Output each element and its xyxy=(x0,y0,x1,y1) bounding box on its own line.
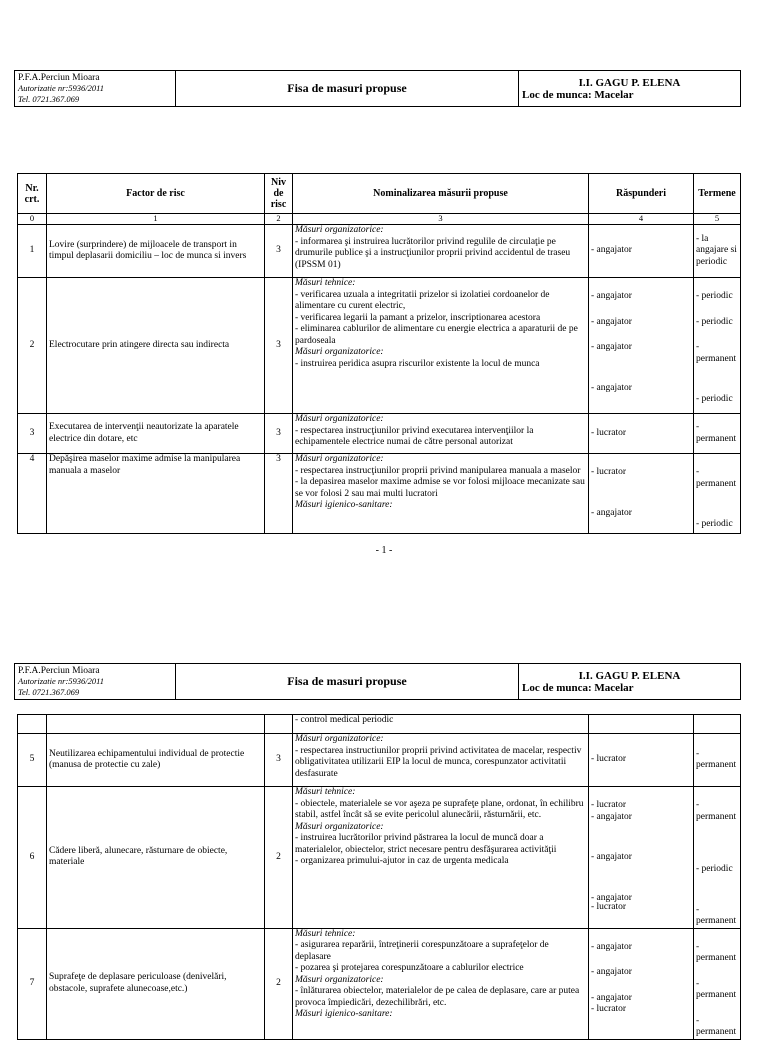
risk-factor: Executarea de intervenţii neautorizate la aparatele electrice din dotare, etc xyxy=(47,414,265,454)
deadline: - permanent xyxy=(696,978,737,1000)
row-nr xyxy=(18,715,47,734)
page-1-header xyxy=(14,70,741,107)
header-raspunderi: Răspunderi xyxy=(589,174,694,214)
workplace-value: Macelar xyxy=(594,88,634,101)
workplace-value: Macelar xyxy=(594,681,634,694)
measure-line: - asigurarea reparării, întreţinerii corespunzătoare a suprafeţelor de deplasare xyxy=(295,940,549,962)
header-termene: Termene xyxy=(694,174,741,214)
deadline-cell xyxy=(694,734,741,787)
deadline-cell xyxy=(694,225,741,278)
deadline: - permanent xyxy=(696,748,737,770)
deadline: - permanent xyxy=(696,422,737,444)
responsibility: - angajator xyxy=(591,316,632,327)
deadline-cell xyxy=(694,787,741,929)
document-title: Fisa de masuri propuse xyxy=(176,664,519,700)
measure-line: Măsuri organizatorice: xyxy=(295,225,384,235)
employer-name: I.I. GAGU P. ELENA xyxy=(578,669,681,682)
table-row xyxy=(18,278,741,414)
row-nr: 1 xyxy=(18,225,47,278)
measure-line: - pozarea şi protejarea corespunzătoare a cablurilor electrice xyxy=(295,963,524,973)
risk-factor: Lovire (surprindere) de mijloacele de transport in timpul deplasarii domiciliu – loc de munca si invers xyxy=(47,225,265,278)
responsibility: - lucrator xyxy=(591,902,627,912)
col-number: 1 xyxy=(47,214,265,225)
col-number: 4 xyxy=(589,214,694,225)
table-row xyxy=(18,734,741,787)
measures-cell xyxy=(293,787,589,929)
responsibility: - angajator xyxy=(591,342,632,352)
measure-line: Măsuri igienico-sanitare: xyxy=(295,500,393,510)
company-info xyxy=(15,664,176,700)
measure-line: Măsuri tehnice: xyxy=(295,928,356,939)
table-header-row xyxy=(18,174,741,214)
measure-line: - verificarea uzuala a integritatii prizelor si izolatiei cordoanelor de alimentare cu curent electric, xyxy=(295,289,550,311)
employer-info xyxy=(519,664,741,700)
risk-factor: Neutilizarea echipamentului individual de protectie (manusa de protectie cu zale) xyxy=(47,734,265,787)
responsibility: - lucrator xyxy=(591,800,627,810)
responsibility: - lucrator xyxy=(591,1004,627,1014)
row-nr: 3 xyxy=(18,414,47,454)
measure-line: - obiectele, materialele se vor aşeza pe suprafeţe plane, ordonat, în echilibru stabil, astfel încât să se evite pericolul alunecării, răsturnării, etc. xyxy=(295,798,584,820)
deadline: - periodic xyxy=(696,519,733,529)
measures-cell xyxy=(293,715,589,734)
measure-line: Măsuri organizatorice: xyxy=(295,414,384,424)
measure-line: - respectarea instrucţiunilor proprii privind manipularea manuala a maselor xyxy=(295,465,581,476)
measures-cell xyxy=(293,734,589,787)
measure-line: - la depasirea maselor maxime admise se vor folosi mijloace mecanizate sau se vor folosi 2 sau mai multi lucratori xyxy=(295,477,585,499)
measure-line: - organizarea primului-ajutor in caz de urgenta medicala xyxy=(295,856,509,866)
responsibility: - angajator xyxy=(591,967,632,977)
deadline: - permanent xyxy=(696,342,737,364)
measure-line: Măsuri organizatorice: xyxy=(295,347,384,357)
responsibility-cell xyxy=(589,414,694,454)
document-title: Fisa de masuri propuse xyxy=(176,71,519,107)
header-masuri: Nominalizarea măsurii propuse xyxy=(293,174,589,214)
measure-line: - informarea şi instruirea lucrătorilor privind regulile de circulaţie pe drumurile publice şi a instrucţiunilor proprii privind accidentul de traseu (IPSSM 01) xyxy=(295,236,571,270)
responsibility-cell xyxy=(589,278,694,414)
row-nr: 5 xyxy=(18,734,47,787)
row-nr: 6 xyxy=(18,787,47,929)
responsibility: - angajator xyxy=(591,941,632,952)
deadline-cell xyxy=(694,278,741,414)
employer-name: I.I. GAGU P. ELENA xyxy=(578,76,681,89)
authorization-number: Autorizatie nr:5936/2011 xyxy=(18,83,105,94)
responsibility-cell xyxy=(589,928,694,1039)
risk-level: 3 xyxy=(265,734,293,787)
risk-factor: Cădere liberă, alunecare, răsturnare de obiecte, materiale xyxy=(47,787,265,929)
col-number: 2 xyxy=(265,214,293,225)
header-nivel: Niv de risc xyxy=(265,174,293,214)
table-row xyxy=(18,225,741,278)
risk-table-page-1 xyxy=(17,173,741,534)
measure-line: - respectarea instrucţiunilor privind executarea intervenţiilor la echipamentele electrice numai de către personal autorizat xyxy=(295,425,534,447)
table-row xyxy=(18,928,741,1039)
deadline: - periodic xyxy=(696,864,733,874)
page-number: - 1 - xyxy=(375,545,393,556)
measure-line: Măsuri tehnice: xyxy=(295,787,356,797)
col-number: 3 xyxy=(293,214,589,225)
risk-factor xyxy=(47,715,265,734)
responsibility: - angajator xyxy=(591,291,632,301)
col-number: 5 xyxy=(694,214,741,225)
responsibility-cell xyxy=(589,787,694,929)
row-nr: 2 xyxy=(18,278,47,414)
risk-level: 2 xyxy=(265,928,293,1039)
responsibility: - angajator xyxy=(591,382,632,393)
deadline: - periodic xyxy=(696,316,733,327)
authorization-number: Autorizatie nr:5936/2011 xyxy=(18,676,105,687)
deadline: - permanent xyxy=(696,1015,737,1037)
measure-line: - eliminarea cablurilor de alimentare cu energie electrica a aparaturii de pe pardoseala xyxy=(295,324,578,346)
measure-line: Măsuri organizatorice: xyxy=(295,821,384,832)
measures-cell xyxy=(293,225,589,278)
phone-number: Tel. 0721.367.069 xyxy=(18,686,80,697)
company-name: P.F.A.Perciun Mioara xyxy=(18,72,100,83)
deadline: - periodic xyxy=(696,394,733,404)
risk-table-page-2 xyxy=(17,714,741,1040)
responsibility: - angajator xyxy=(591,892,632,903)
responsibility: - angajator xyxy=(591,811,632,822)
risk-level: 3 xyxy=(265,225,293,278)
risk-level: 3 xyxy=(265,278,293,414)
measures-cell xyxy=(293,454,589,534)
column-number-row xyxy=(18,214,741,225)
risk-factor: Electrocutare prin atingere directa sau indirecta xyxy=(47,278,265,414)
deadline-cell xyxy=(694,414,741,454)
measure-line: - verificarea legarii la pamant a prizelor, inscriptionarea acestora xyxy=(295,312,541,323)
risk-factor: Depăşirea maselor maxime admise la manipularea manuala a maselor xyxy=(47,454,265,534)
deadline-cell xyxy=(694,454,741,534)
responsibility: - angajator xyxy=(591,245,632,256)
table-row xyxy=(18,787,741,929)
deadline: - permanent xyxy=(696,904,737,926)
responsibility: - lucrator xyxy=(591,427,627,438)
row-nr: 4 xyxy=(18,454,47,534)
measures-cell xyxy=(293,928,589,1039)
deadline: - permanent xyxy=(696,800,737,822)
risk-level: 3 xyxy=(265,454,293,534)
responsibility: - angajator xyxy=(591,507,632,518)
responsibility-cell xyxy=(589,225,694,278)
deadline: - periodic xyxy=(696,291,733,301)
measure-line: - instruirea lucrătorilor privind păstrarea la locul de muncă doar a materialelor, obiectelor, strict necesare pentru desfăşurarea activităţii xyxy=(295,833,557,855)
measures-cell xyxy=(293,414,589,454)
deadline: - la angajare si periodic xyxy=(696,233,737,267)
measure-line: - instruirea peridica asupra riscurilor existente la locul de munca xyxy=(295,358,540,369)
table-row xyxy=(18,454,741,534)
company-name: P.F.A.Perciun Mioara xyxy=(18,665,100,676)
responsibility-cell xyxy=(589,454,694,534)
deadline: - permanent xyxy=(696,941,737,963)
measure-line: Măsuri organizatorice: xyxy=(295,454,384,464)
workplace-label: Loc de munca: xyxy=(522,88,592,101)
row-nr: 7 xyxy=(18,928,47,1039)
measures-cell xyxy=(293,278,589,414)
header-nr: Nr. crt. xyxy=(18,174,47,214)
page-2-header xyxy=(14,663,741,700)
measure-line: - înlăturarea obiectelor, materialelor de pe calea de deplasare, care ar putea provoca împiedicări, dezechilibrări, etc. xyxy=(295,986,580,1008)
col-number: 0 xyxy=(18,214,47,225)
responsibility-cell xyxy=(589,734,694,787)
table-row xyxy=(18,414,741,454)
deadline-cell xyxy=(694,928,741,1039)
responsibility: - angajator xyxy=(591,852,632,862)
measure-line: - respectarea instructiunilor proprii privind activitatea de macelar, respectiv obligativitatea utilizarii EIP la locul de munca, corespunzator activitatii desfasurate xyxy=(295,745,582,779)
table-row xyxy=(18,715,741,734)
measure-line: Măsuri organizatorice: xyxy=(295,734,384,744)
responsibility: - lucrator xyxy=(591,754,627,765)
workplace-label: Loc de munca: xyxy=(522,681,592,694)
risk-level: 2 xyxy=(265,787,293,929)
responsibility: - lucrator xyxy=(591,467,627,477)
employer-info xyxy=(519,71,741,107)
phone-number: Tel. 0721.367.069 xyxy=(18,93,80,104)
risk-level xyxy=(265,715,293,734)
measure-line: - control medical periodic xyxy=(295,715,394,725)
header-factor: Factor de risc xyxy=(47,174,265,214)
responsibility: - angajator xyxy=(591,992,632,1003)
measure-line: Măsuri organizatorice: xyxy=(295,974,384,985)
deadline: - permanent xyxy=(696,467,737,489)
risk-factor: Suprafeţe de deplasare periculoase (denivelări, obstacole, suprafete alunecoase,etc.) xyxy=(47,928,265,1039)
deadline-cell xyxy=(694,715,741,734)
measure-line: Măsuri igienico-sanitare: xyxy=(295,1009,393,1019)
measure-line: Măsuri tehnice: xyxy=(295,278,356,288)
responsibility-cell xyxy=(589,715,694,734)
company-info xyxy=(15,71,176,107)
risk-level: 3 xyxy=(265,414,293,454)
